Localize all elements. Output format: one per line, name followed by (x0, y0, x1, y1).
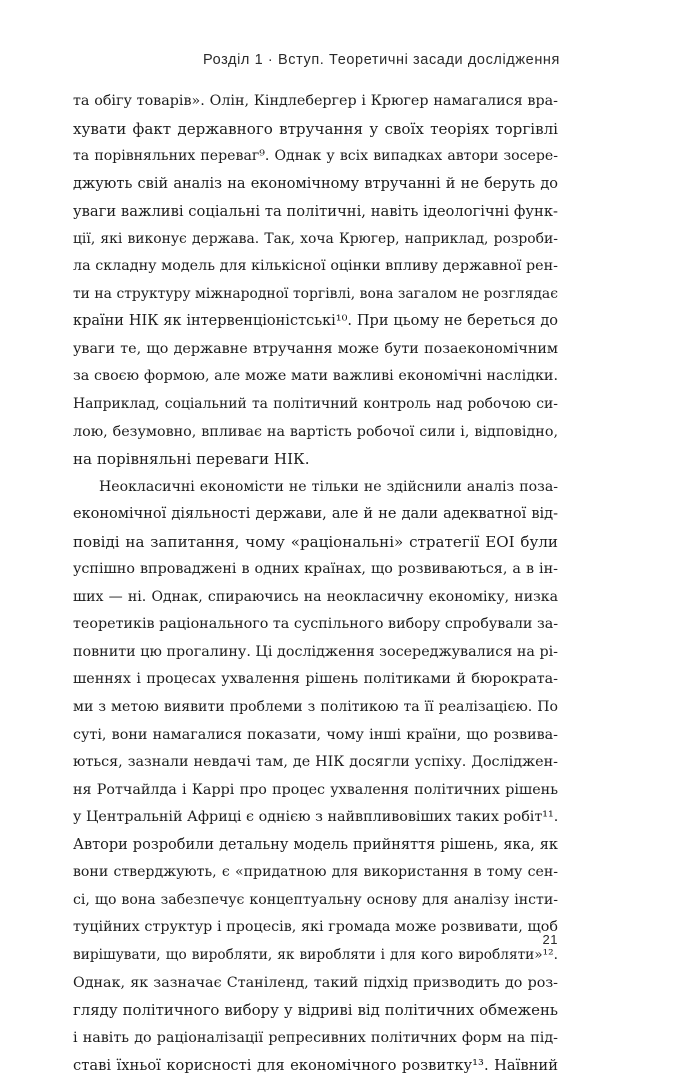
text-line: успішно впроваджені в одних країнах, що розвиваються, а в ін- (73, 561, 558, 578)
text-line: повіді на запитання, чому «раціональні» стратегії ЕОІ були (73, 532, 558, 551)
text-line: ються, зазнали невдачі там, де НІК досягли успіху. Досліджен- (73, 754, 558, 771)
text-line: джують свій аналіз на економічному втручанні й не беруть до (73, 175, 558, 192)
running-header: Розділ 1 · Вступ. Теоретичні засади дослідження (202, 52, 560, 68)
text-line: ставі їхньої корисності для економічного розвитку¹³. Наївний (73, 1057, 558, 1075)
text-line: країни НІК як інтервенціоністські¹⁰. При цьому не береться до (73, 313, 558, 330)
text-line: вирішувати, що виробляти, як виробляти і для кого виробляти»¹². (73, 946, 558, 963)
text-line: ших — ні. Однак, спираючись на неокласичну економіку, низка (73, 588, 558, 605)
text-line: економічної діяльності держави, але й не дали адекватної від- (73, 506, 558, 523)
text-line: та обігу товарів». Олін, Кіндлебергер і Крюгер намагалися вра- (73, 93, 558, 109)
text-line: уваги те, що державне втручання може бути позаекономічним (73, 340, 558, 357)
text-line: лою, безумовно, впливає на вартість робочої сили і, відповідно, (73, 423, 558, 440)
text-line: теоретиків раціонального та суспільного вибору спробували за- (73, 616, 558, 633)
text-line: Наприклад, соціальний та політичний контроль над робочою си- (73, 396, 558, 413)
text-line: туційних структур і процесів, які громада може розвивати, щоб (73, 919, 558, 936)
text-line: і навіть до раціоналізації репресивних політичних форм на під- (73, 1029, 558, 1046)
text-line: за своєю формою, але може мати важливі економічні наслідки. (73, 368, 558, 385)
text-line: ми з метою виявити проблеми з політикою та її реалізацією. По (73, 699, 558, 716)
text-line: суті, вони намагалися показати, чому інші країни, що розвива- (73, 726, 558, 743)
page-number: 21 (542, 932, 558, 947)
text-line: гляду політичного вибору у відриві від політичних обмежень (73, 1001, 558, 1020)
text-line: вони стверджують, є «придатною для використання в тому сен- (73, 864, 558, 881)
text-line: та порівняльних переваг⁹. Однак у всіх випадках автори зосере- (73, 148, 558, 165)
text-line: ти на структуру міжнародної торгівлі, вона загалом не розглядає (73, 285, 558, 302)
text-line: шеннях і процесах ухвалення рішень політиками й бюрократа- (73, 671, 558, 688)
body-text (73, 88, 558, 1080)
text-line: Неокласичні економісти не тільки не здійснили аналіз поза- (99, 478, 558, 495)
text-line: повнити цю прогалину. Ці дослідження зосереджувалися на рі- (73, 643, 558, 660)
text-line: Однак, як зазначає Станіленд, такий підхід призводить до роз- (73, 974, 558, 991)
text-line: хувати факт державного втручання у своїх теоріях торгівлі (73, 119, 558, 138)
text-line: ня Ротчайлда і Каррі про процес ухвалення політичних рішень (73, 781, 558, 798)
text-line: ції, які виконує держава. Так, хоча Крюгер, наприклад, розроби- (73, 230, 558, 247)
text-line: у Центральній Африці є однією з найвпливовіших таких робіт¹¹. (73, 809, 558, 826)
text-line: сі, що вона забезпечує концептуальну основу для аналізу інсти- (73, 891, 558, 908)
text-line: Автори розробили детальну модель прийняття рішень, яка, як (73, 836, 558, 853)
text-line: на порівняльні переваги НІК. (73, 450, 310, 469)
text-line: уваги важливі соціальні та політичні, навіть ідеологічні функ- (73, 203, 558, 221)
text-line: ла складну модель для кількісної оцінки впливу державної рен- (73, 258, 558, 275)
